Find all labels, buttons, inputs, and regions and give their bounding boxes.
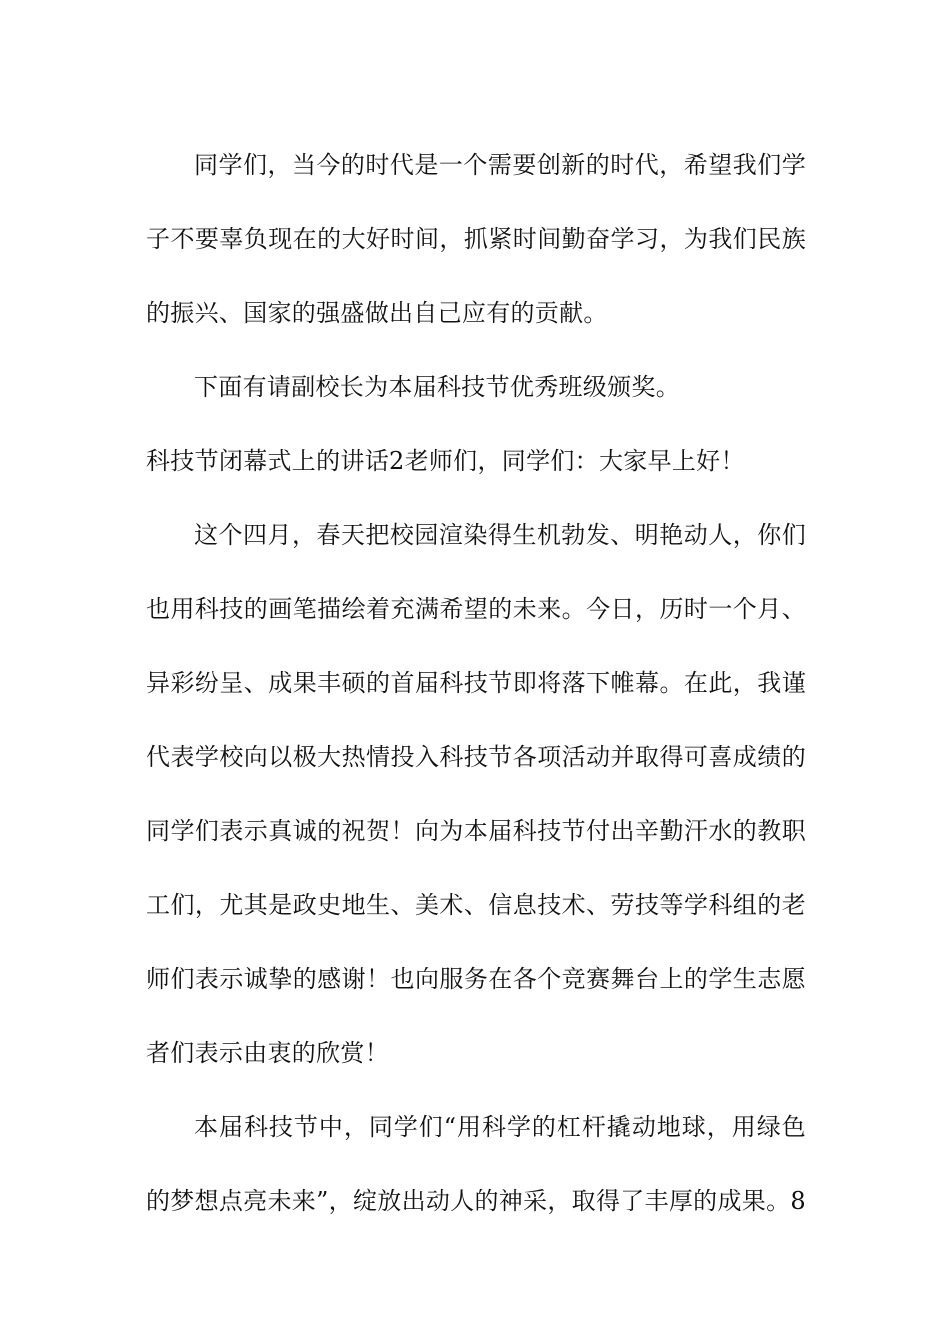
paragraph-award-invitation: 下面有请副校长为本届科技节优秀班级颁奖。 [194, 373, 680, 401]
speech-heading-line: 科技节闭幕式上的讲话2老师们，同学们：大家早上好！ [146, 447, 745, 475]
paragraph-april-festival: 这个四月，春天把校园渲染得生机勃发、明艳动人，你们也用科技的画笔描绘着充满希望的未来。今日，历时一个月、异彩纷呈、成果丰硕的首届科技节即将落下帷幕。在此，我谨代表学校向以极大热情投入科技节各项活动并取得可喜成绩的同学们表示真诚的祝贺！向为本届科技节付出辛勤汗水的教职工们，尤其是政史地生、美术、信息技术、劳技等学科组的老师们表示诚挚的感谢！也向服务在各个竞赛舞台上的学生志愿者们表示由衷的欣赏！ [146, 521, 806, 1067]
paragraph-festival-results: 本届科技节中，同学们“用科学的杠杆撬动地球，用绿色的梦想点亮未来”，绽放出动人的神采，取得了丰厚的成果。8 [146, 1113, 806, 1215]
paragraph-creativity-era: 同学们，当今的时代是一个需要创新的时代，希望我们学子不要辜负现在的大好时间，抓紧时间勤奋学习，为我们民族的振兴、国家的强盛做出自己应有的贡献。 [146, 151, 806, 327]
document-body [146, 128, 806, 1238]
